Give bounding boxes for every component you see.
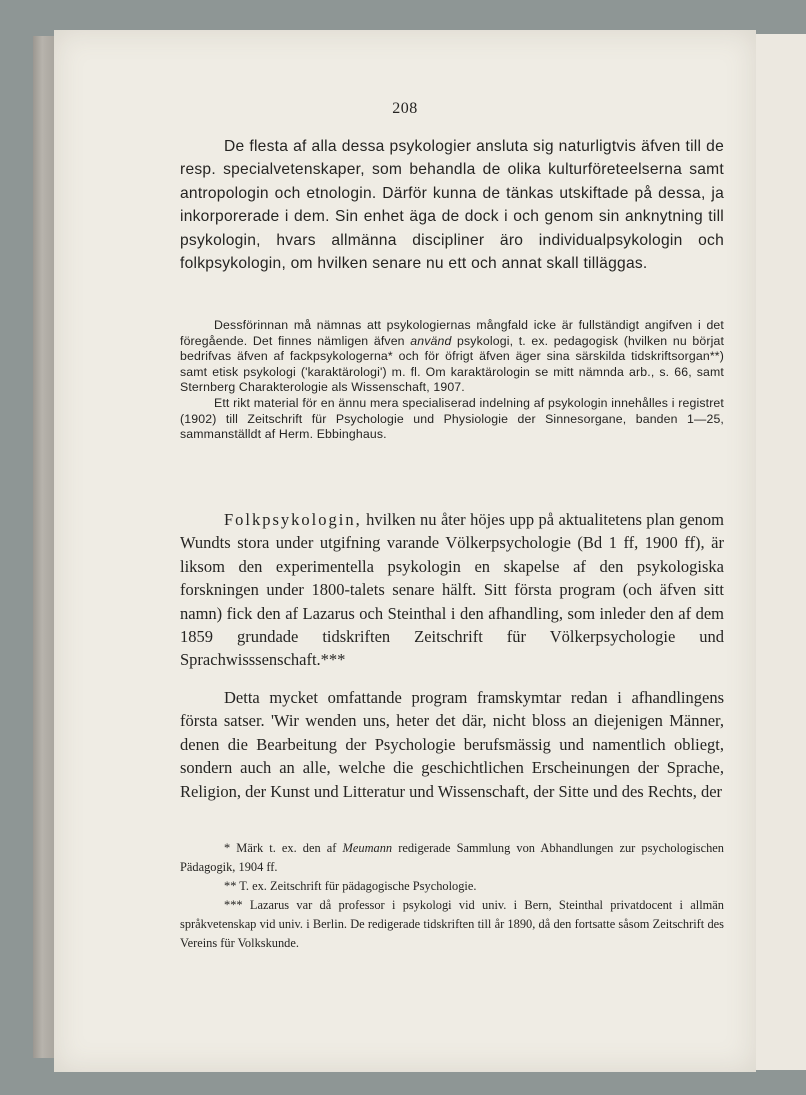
small-print-section	[180, 318, 724, 443]
footnote-1-start: * Märk t. ex. den af	[224, 841, 343, 855]
small-paragraph-end: psykologi, t. ex. pedagogisk (hvilken nu börjat bedrifvas äfven af fackpsykologerna* och för öfrigt äfven äger sina särskilda tidskriftsorgan**) samt etisk psykologi ('karaktärologi') m. fl. Om karaktärologin se mitt nämnda arb., s. 66, samt Sternberg Charakterologie als Wissenschaft, 1907.	[180, 333, 725, 395]
italic-anvand: använd	[410, 333, 452, 348]
footnote-1	[180, 839, 724, 877]
paragraph-folkpsykologin-text: hvilken nu åter höjes upp på aktualitetens plan genom Wundts stora under utgifning varande Völkerpsychologie (Bd 1 ff, 1900 ff), är liksom den experimentella psykologin en skapelse af den psykologiska forskningen under 1800-talets senare hälft. Sitt första program (och äfven sitt namn) fick den af Lazarus och Steinthal i den afhandling, som inleder den af dem 1859 grundade tidskriften Zeitschrift für Völkerpsychologie und Sprachwisssenschaft.***	[180, 510, 724, 670]
footnote-3: *** Lazarus var då professor i psykologi vid univ. i Bern, Steinthal privatdocent i allmän språkvetenskap vid univ. i Berlin. De redigerade tidskriften till år 1890, då den fortsatte såsom Zeitschrift des Vereins für Volkskunde.	[180, 898, 724, 950]
small-paragraph-applied-psychology	[180, 318, 724, 396]
footnotes	[180, 839, 724, 953]
small-paragraph-ebbinghaus: Ett rikt material för en ännu mera specialiserad indelning af psykologin innehålles i registret (1902) till Zeitschrift für Psychologie und Physiologie der Sinnesorgane, banden 1—25, sammanställdt af Herm. Ebbinghaus.	[180, 395, 724, 442]
footnote-1-end: redigerade Sammlung von Abhandlungen zur psychologischen Pädagogik, 1904 ff.	[180, 841, 725, 874]
adjacent-page-edge	[754, 34, 806, 1070]
paragraph-psykologier: De flesta af alla dessa psykologier ansluta sig naturligtvis äfven till de resp. specialvetenskaper, som behandla de olika kulturföreteelserna samt antropologin och etnologin. Därför kunna de tänkas utskiftade på dessa, ja inkorporerade i dem. Sin enhet äga de dock i och genom sin anknytning till psykologin, hvars allmänna discipliner äro individualpsykologin och folkpsykologin, om hvilken senare nu ett och annat skall tilläggas.	[180, 138, 724, 273]
small-paragraph-start: Dessförinnan må nämnas att psykologiernas mångfald icke är fullständigt angifven i det föregående. Det finnes nämligen äfven	[180, 318, 724, 348]
footnote-2: ** T. ex. Zeitschrift für pädagogische Psychologie.	[224, 879, 477, 893]
paragraph-program: Detta mycket omfattande program framskymtar redan i afhandlingens första satser. 'Wir wenden uns, heter det där, nicht bloss an diejenigen Männer, denen die Bearbeitung der Psychologie berufsmässig und namentlich obliegt, sondern auch an alle, welche die geschichtlichen Erscheinungen der Sprache, Religion, der Kunst und Litteratur und Wissenschaft, der Sitte und des Rechts, der	[180, 688, 724, 801]
book-page	[54, 30, 756, 1072]
spaced-heading-word: Folkpsykologin,	[224, 510, 362, 529]
page-number: 208	[392, 100, 418, 117]
paragraph-folkpsykologin	[180, 508, 724, 672]
italic-meumann: Meumann	[342, 841, 393, 855]
